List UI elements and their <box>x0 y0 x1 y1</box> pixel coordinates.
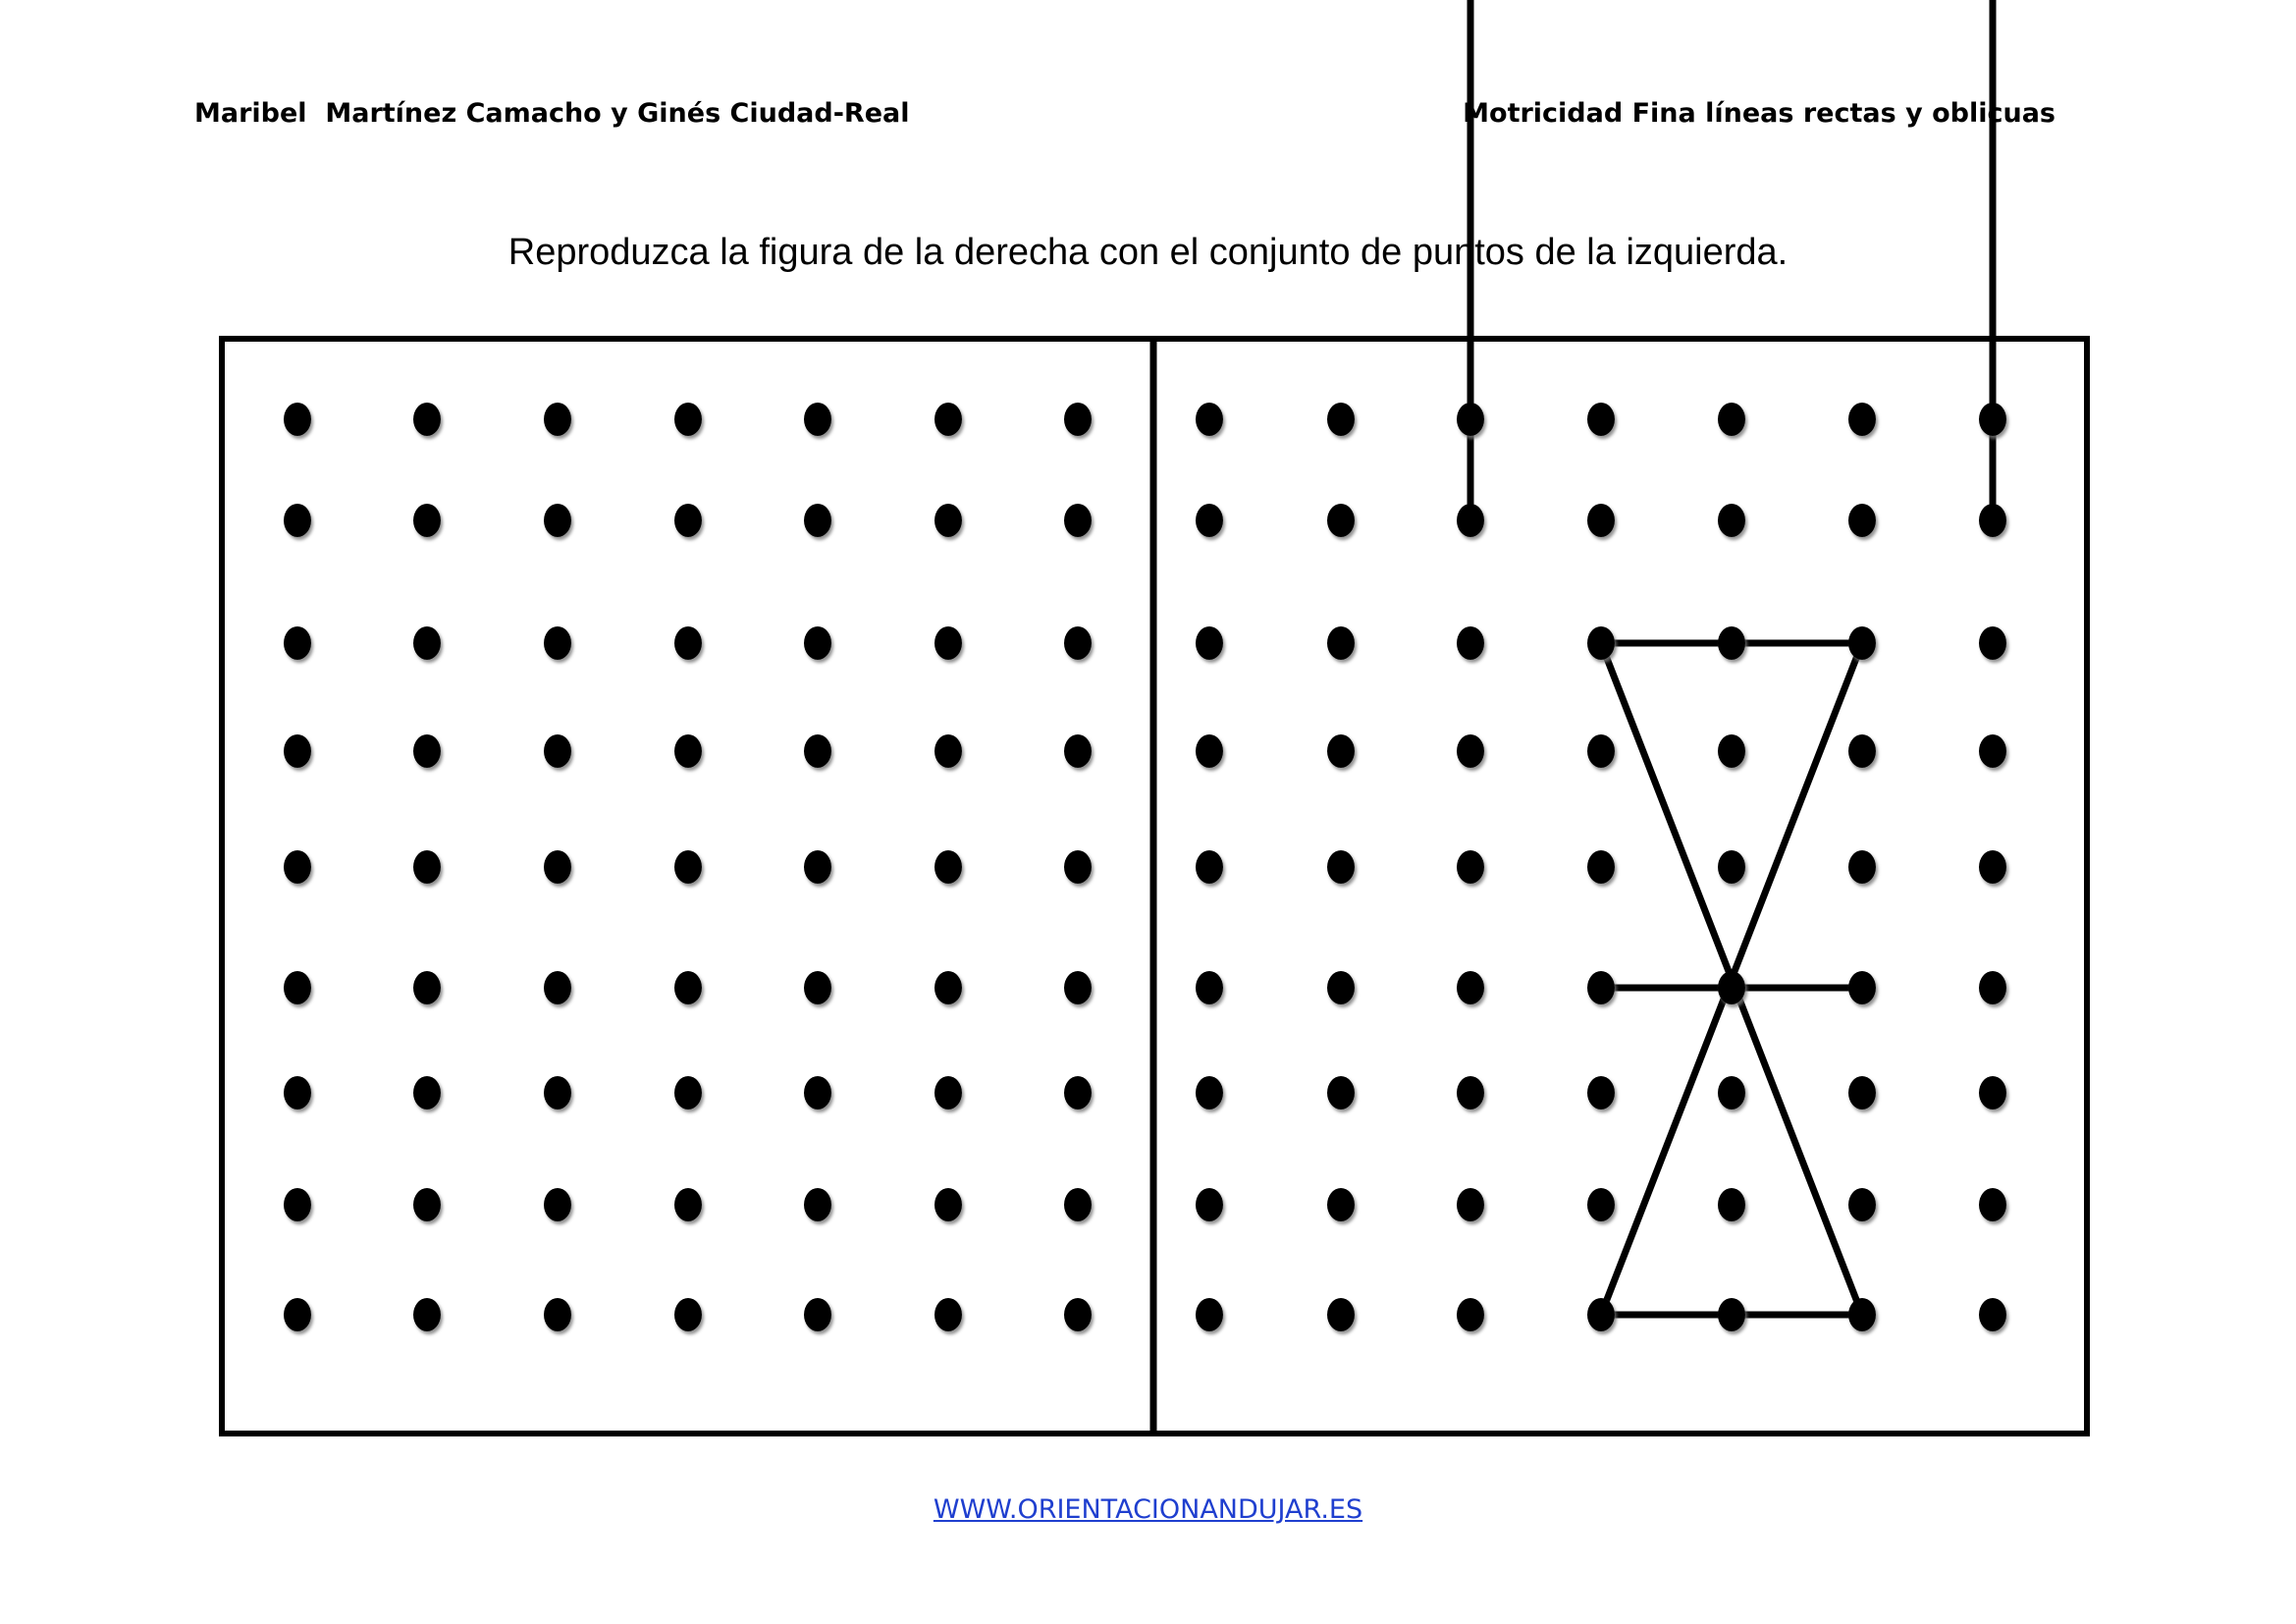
practice-dot <box>413 850 441 884</box>
model-dot <box>1327 1298 1355 1331</box>
practice-dot <box>674 734 702 768</box>
model-dot-grid <box>1196 403 2006 1331</box>
practice-dot <box>934 1188 962 1221</box>
practice-dot <box>804 504 831 537</box>
model-dot <box>1457 1076 1484 1110</box>
model-dot <box>1196 850 1223 884</box>
model-dot <box>1587 403 1615 436</box>
model-dot <box>1327 403 1355 436</box>
practice-dot <box>674 850 702 884</box>
model-dot <box>1718 850 1745 884</box>
practice-dot <box>544 1188 571 1221</box>
model-dot <box>1196 504 1223 537</box>
model-dot <box>1979 850 2006 884</box>
practice-dot <box>1064 403 1092 436</box>
model-dot <box>1457 1298 1484 1331</box>
model-dot <box>1196 971 1223 1004</box>
model-dot <box>1327 850 1355 884</box>
model-dot <box>1718 971 1745 1004</box>
practice-dot <box>934 971 962 1004</box>
worksheet-topic: Motricidad Fina líneas rectas y oblicuas <box>1463 98 2056 129</box>
model-dot <box>1457 403 1484 436</box>
model-dot <box>1848 626 1876 660</box>
model-dot <box>1718 1076 1745 1110</box>
model-dot <box>1327 626 1355 660</box>
practice-dot <box>544 403 571 436</box>
model-dot <box>1979 1298 2006 1331</box>
model-dot <box>1979 1076 2006 1110</box>
practice-dot <box>544 971 571 1004</box>
model-dot <box>1587 1076 1615 1110</box>
model-dot <box>1327 504 1355 537</box>
practice-dot <box>413 504 441 537</box>
model-dot <box>1587 971 1615 1004</box>
practice-dot <box>413 403 441 436</box>
model-dot <box>1848 971 1876 1004</box>
model-dot <box>1587 1188 1615 1221</box>
practice-dot <box>934 850 962 884</box>
practice-dot <box>544 734 571 768</box>
practice-dot <box>1064 1298 1092 1331</box>
practice-dot <box>1064 1188 1092 1221</box>
instruction-text: Reproduzca la figura de la derecha con el conjunto de puntos de la izquierda. <box>507 232 1789 273</box>
model-dot <box>1848 1076 1876 1110</box>
practice-dot <box>934 1298 962 1331</box>
model-dot <box>1457 1188 1484 1221</box>
practice-dot <box>284 1188 311 1221</box>
practice-dot <box>804 1188 831 1221</box>
practice-dot-grid <box>284 403 1092 1331</box>
practice-dot <box>544 1076 571 1110</box>
practice-dot <box>804 626 831 660</box>
model-dot <box>1327 1188 1355 1221</box>
practice-dot <box>934 504 962 537</box>
model-dot <box>1457 734 1484 768</box>
model-dot <box>1848 504 1876 537</box>
practice-dot <box>1064 626 1092 660</box>
model-dot <box>1327 971 1355 1004</box>
model-dot <box>1718 1298 1745 1331</box>
website-link[interactable]: WWW.ORIENTACIONANDUJAR.ES <box>933 1494 1363 1525</box>
model-dot <box>1196 1076 1223 1110</box>
practice-dot <box>284 504 311 537</box>
model-dot <box>1196 734 1223 768</box>
model-dot <box>1196 626 1223 660</box>
practice-dot <box>674 403 702 436</box>
practice-dot <box>413 1076 441 1110</box>
model-dot <box>1848 850 1876 884</box>
practice-dot <box>1064 850 1092 884</box>
practice-dot <box>1064 1076 1092 1110</box>
model-dot <box>1457 504 1484 537</box>
model-dot <box>1587 850 1615 884</box>
model-dot <box>1196 1188 1223 1221</box>
author-credit: Maribel Martínez Camacho y Ginés Ciudad-Real <box>194 98 910 129</box>
practice-dot <box>934 1076 962 1110</box>
practice-dot <box>284 850 311 884</box>
practice-dot <box>804 850 831 884</box>
model-dot <box>1196 403 1223 436</box>
practice-dot <box>284 734 311 768</box>
practice-dot <box>804 734 831 768</box>
model-dot <box>1979 971 2006 1004</box>
practice-dot <box>674 1076 702 1110</box>
practice-dot <box>674 1298 702 1331</box>
practice-dot <box>1064 971 1092 1004</box>
practice-dot <box>544 504 571 537</box>
model-dot <box>1587 1298 1615 1331</box>
practice-dot <box>674 971 702 1004</box>
practice-dot <box>804 1298 831 1331</box>
practice-dot <box>284 1298 311 1331</box>
model-dot <box>1718 403 1745 436</box>
model-dot <box>1718 734 1745 768</box>
practice-dot <box>284 403 311 436</box>
model-dot <box>1979 734 2006 768</box>
practice-dot <box>413 734 441 768</box>
model-dot <box>1587 626 1615 660</box>
practice-dot <box>804 403 831 436</box>
practice-dot <box>1064 504 1092 537</box>
practice-dot <box>934 626 962 660</box>
practice-dot <box>674 626 702 660</box>
practice-dot <box>804 1076 831 1110</box>
model-dot <box>1848 1188 1876 1221</box>
practice-dot <box>413 971 441 1004</box>
practice-dot <box>413 1188 441 1221</box>
model-dot <box>1327 734 1355 768</box>
model-dot <box>1848 403 1876 436</box>
model-dot <box>1718 504 1745 537</box>
practice-dot <box>804 971 831 1004</box>
practice-dot <box>413 1298 441 1331</box>
model-dot <box>1979 403 2006 436</box>
model-dot <box>1587 504 1615 537</box>
practice-dot <box>544 1298 571 1331</box>
model-dot <box>1196 1298 1223 1331</box>
model-dot <box>1979 504 2006 537</box>
model-dot <box>1979 1188 2006 1221</box>
model-dot <box>1457 850 1484 884</box>
model-dot <box>1718 1188 1745 1221</box>
practice-dot <box>1064 734 1092 768</box>
model-dot <box>1718 626 1745 660</box>
model-dot <box>1979 626 2006 660</box>
practice-dot <box>934 734 962 768</box>
practice-dot <box>413 626 441 660</box>
practice-dot <box>674 504 702 537</box>
model-dot <box>1457 971 1484 1004</box>
practice-dot <box>934 403 962 436</box>
practice-dot <box>544 626 571 660</box>
model-dot <box>1848 1298 1876 1331</box>
practice-dot <box>284 1076 311 1110</box>
model-dot <box>1587 734 1615 768</box>
practice-dot <box>674 1188 702 1221</box>
practice-dot <box>284 971 311 1004</box>
practice-dot <box>544 850 571 884</box>
practice-dot <box>284 626 311 660</box>
model-dot <box>1457 626 1484 660</box>
model-dot <box>1848 734 1876 768</box>
model-dot <box>1327 1076 1355 1110</box>
